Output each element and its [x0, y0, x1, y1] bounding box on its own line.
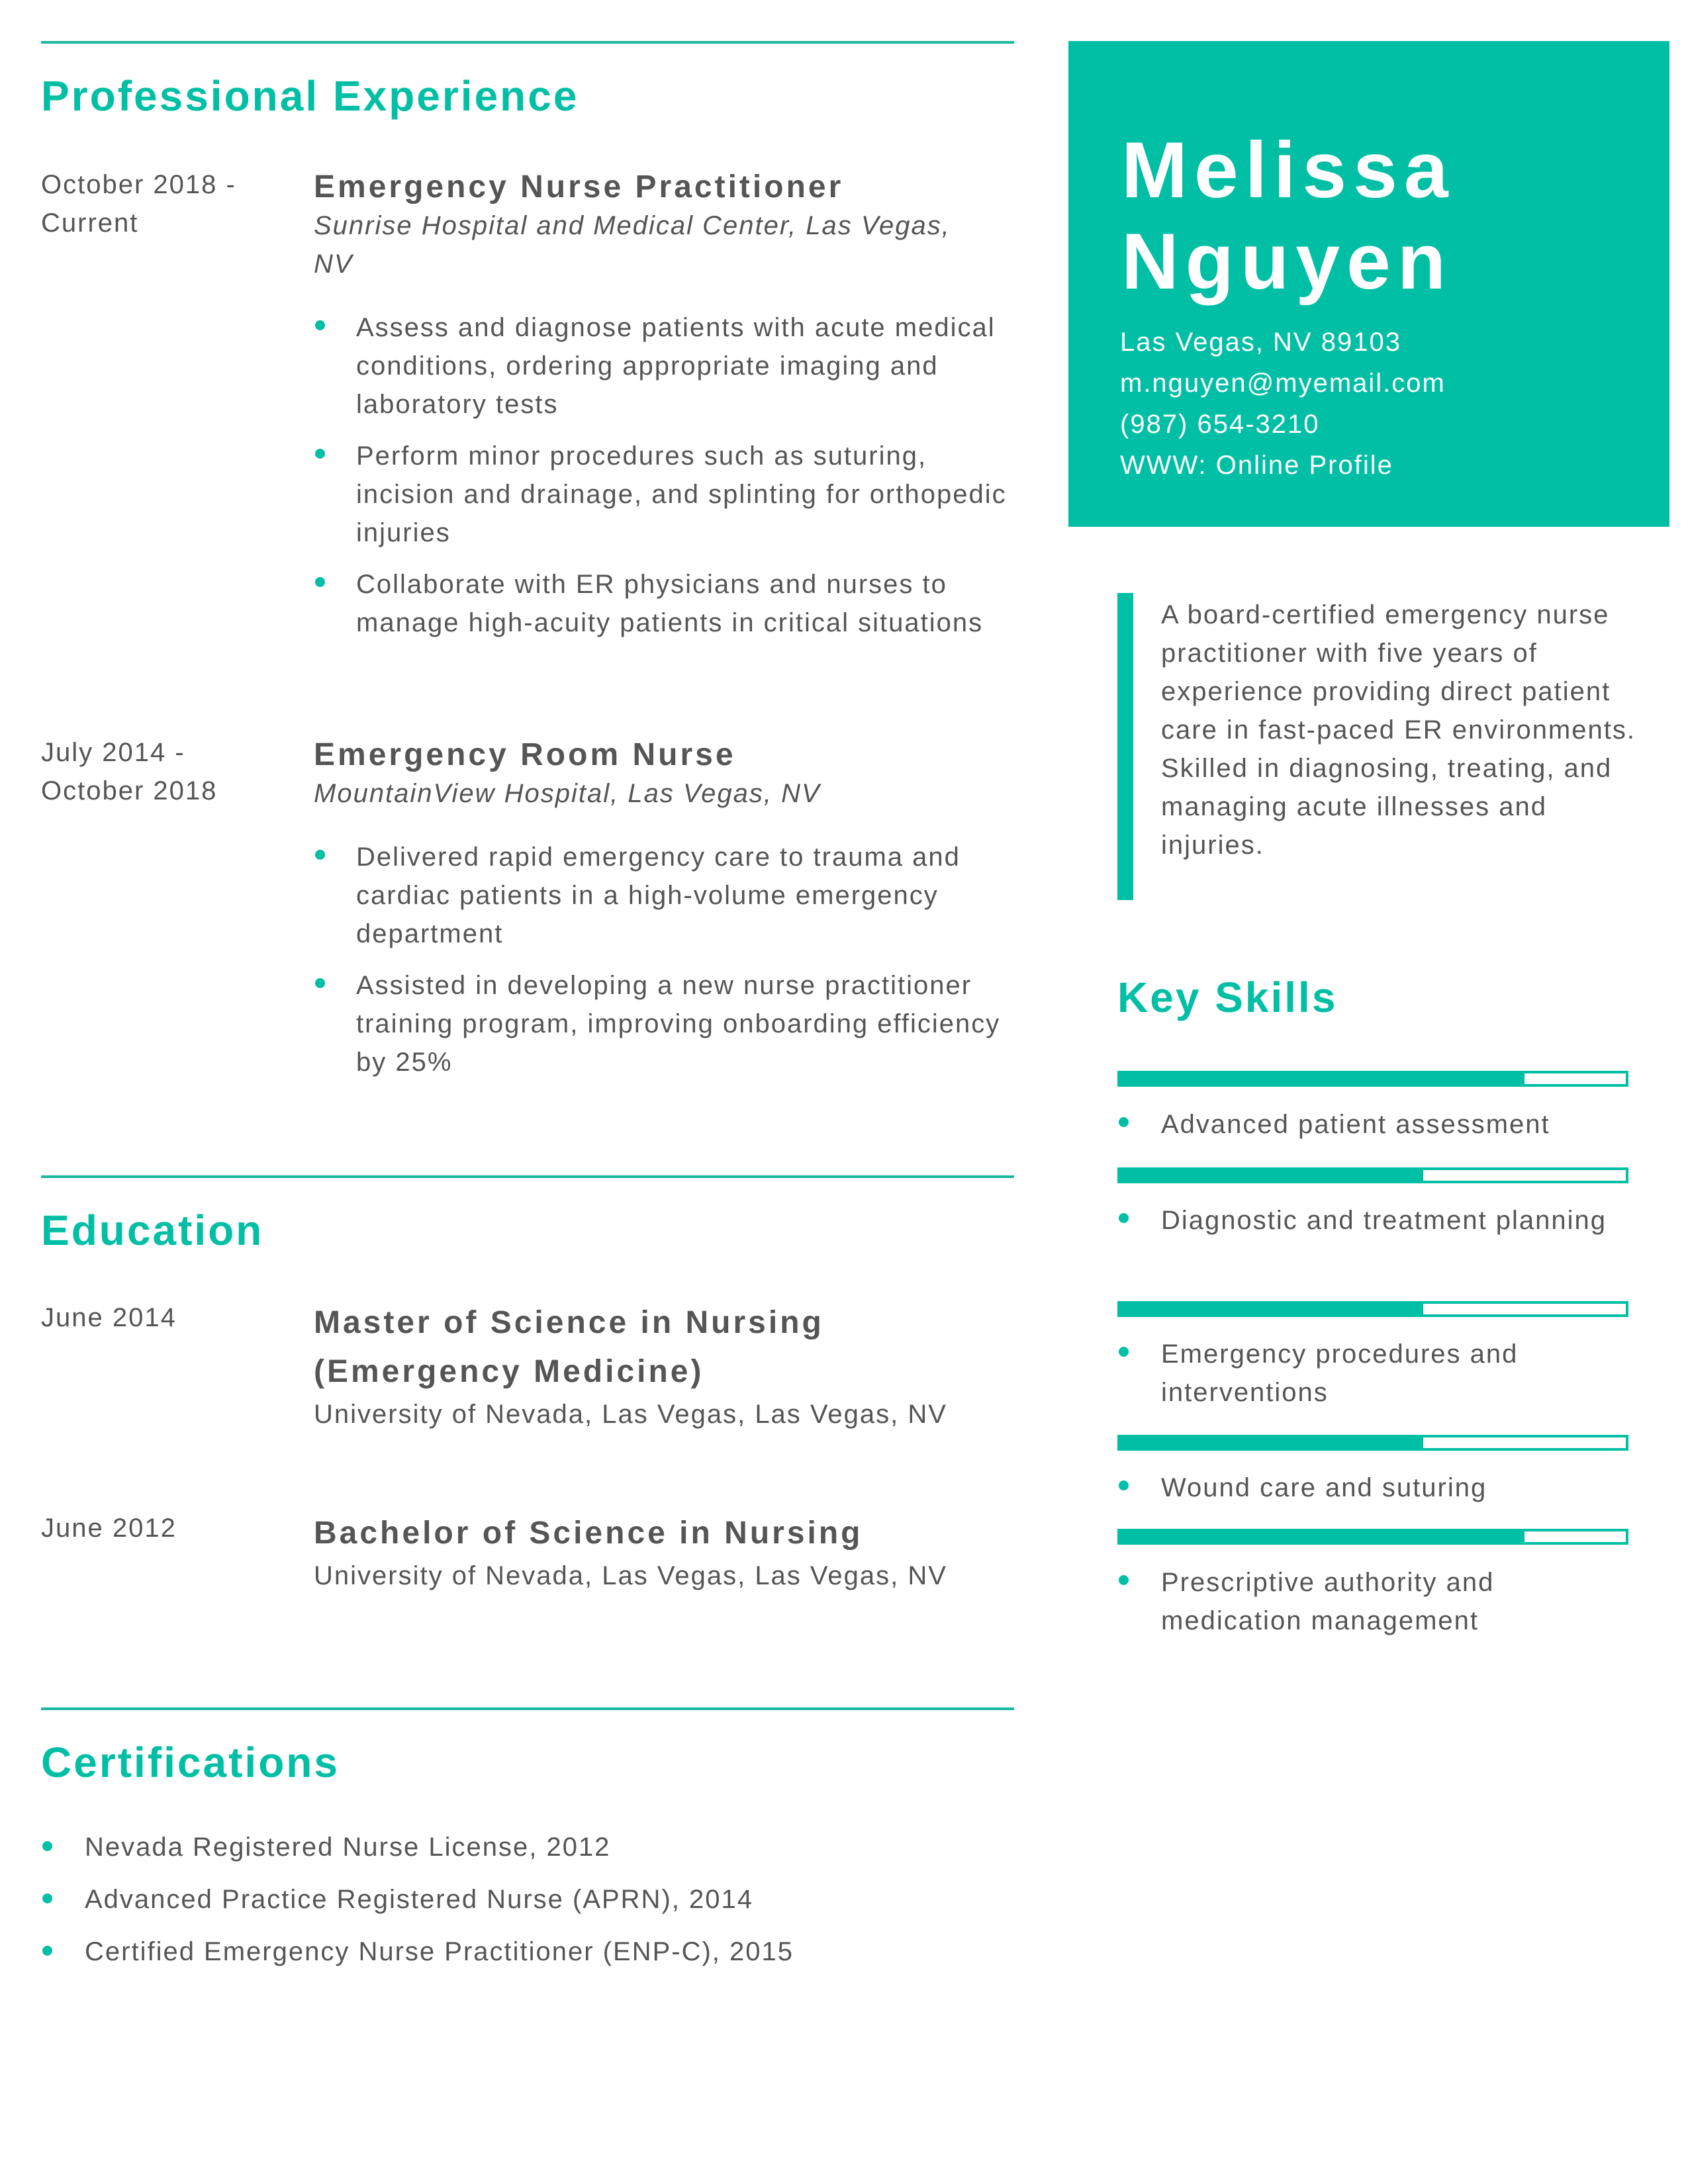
- bullet-icon: [42, 1841, 52, 1851]
- certifications-list: [41, 1828, 794, 1985]
- certifications-heading: Certifications: [41, 1739, 340, 1786]
- bullet-text: Delivered rapid emergency care to trauma and cardiac patients in a high-volume emergency department: [356, 842, 961, 948]
- list-item: [314, 838, 1018, 953]
- list-item: [41, 1828, 794, 1880]
- job-employer: Sunrise Hospital and Medical Center, Las Vegas, NV: [314, 211, 951, 279]
- bullet-icon: [1119, 1347, 1129, 1357]
- job-date: October 2018 - Current: [41, 170, 236, 238]
- skill-item: [1117, 1563, 1634, 1640]
- skill-label: Advanced patient assessment: [1161, 1110, 1550, 1139]
- bullet-text: Assisted in developing a new nurse practitioner training program, improving onboarding efficiency by 25%: [356, 971, 1001, 1077]
- job-title: Emergency Nurse Practitioner: [314, 169, 844, 205]
- education-heading: Education: [41, 1206, 264, 1254]
- contact-phone: (987) 654-3210: [1120, 410, 1320, 439]
- skill-label: Wound care and suturing: [1161, 1473, 1487, 1502]
- skill-item: [1117, 1335, 1634, 1412]
- bullet-icon: [1119, 1117, 1129, 1127]
- bullet-icon: [1119, 1480, 1129, 1490]
- list-item: [314, 565, 1018, 642]
- skill-level-bar: [1117, 1301, 1628, 1317]
- skill-label: Prescriptive authority and medication management: [1161, 1568, 1495, 1635]
- skill-level-bar: [1117, 1529, 1628, 1545]
- certification-text: Certified Emergency Nurse Practitioner (ENP-C), 2015: [85, 1937, 794, 1966]
- job-bullets: [314, 838, 1015, 1081]
- list-item: [314, 308, 1018, 424]
- bullet-icon: [1119, 1213, 1129, 1223]
- skill-level-bar: [1117, 1167, 1628, 1183]
- degree-title: Master of Science in Nursing (Emergency Medicine): [314, 1305, 824, 1389]
- school-name: University of Nevada, Las Vegas, Las Vegas, NV: [314, 1400, 947, 1429]
- last-name: Nguyen: [1121, 217, 1453, 306]
- school-name: University of Nevada, Las Vegas, Las Vegas, NV: [314, 1561, 947, 1590]
- degree-title: Bachelor of Science in Nursing: [314, 1516, 863, 1551]
- bullet-icon: [315, 320, 325, 330]
- bullet-icon: [315, 577, 325, 587]
- name-header-box: [1068, 41, 1669, 527]
- job-bullets: [314, 308, 1015, 642]
- certification-text: Advanced Practice Registered Nurse (APRN), 2014: [85, 1885, 753, 1914]
- first-name: Melissa: [1121, 126, 1455, 214]
- job-title: Emergency Room Nurse: [314, 737, 736, 772]
- job-employer: MountainView Hospital, Las Vegas, NV: [314, 779, 821, 808]
- experience-rule: [41, 41, 1014, 44]
- skill-level-fill: [1120, 1437, 1423, 1448]
- certification-text: Nevada Registered Nurse License, 2012: [85, 1833, 611, 1862]
- education-rule: [41, 1175, 1014, 1178]
- skill-level-fill: [1120, 1531, 1524, 1542]
- bullet-icon: [315, 978, 325, 988]
- candidate-name: [1121, 124, 1455, 307]
- skill-level-fill: [1120, 1304, 1423, 1314]
- contact-location: Las Vegas, NV 89103: [1120, 328, 1401, 357]
- bullet-icon: [42, 1946, 52, 1956]
- list-item: [314, 437, 1018, 552]
- bullet-text: Collaborate with ER physicians and nurses to manage high-acuity patients in critical situations: [356, 570, 984, 637]
- skills-heading: Key Skills: [1117, 974, 1338, 1021]
- skill-item: [1117, 1201, 1634, 1240]
- summary-accent-bar: [1117, 593, 1133, 900]
- contact-info: [1120, 322, 1446, 486]
- job-date: July 2014 - October 2018: [41, 738, 218, 805]
- list-item: [314, 966, 1018, 1081]
- bullet-icon: [42, 1893, 52, 1903]
- bullet-icon: [1119, 1575, 1129, 1585]
- skill-item: [1117, 1105, 1634, 1144]
- skill-level-fill: [1120, 1073, 1524, 1084]
- skill-label: Diagnostic and treatment planning: [1161, 1206, 1607, 1235]
- education-date: June 2012: [41, 1514, 177, 1543]
- skill-level-bar: [1117, 1435, 1628, 1451]
- bullet-icon: [315, 850, 325, 860]
- summary-text: A board-certified emergency nurse practitioner with five years of experience providing direct patient care in fast-paced ER environments. Skilled in diagnosing, treating, and managing acute illnesses and injuries.: [1161, 600, 1636, 860]
- experience-heading: Professional Experience: [41, 72, 579, 120]
- education-date: June 2014: [41, 1303, 177, 1332]
- skill-item: [1117, 1469, 1634, 1507]
- contact-email[interactable]: m.nguyen@myemail.com: [1120, 369, 1446, 398]
- bullet-text: Assess and diagnose patients with acute medical conditions, ordering appropriate imaging and laboratory tests: [356, 313, 996, 419]
- contact-website[interactable]: WWW: Online Profile: [1120, 451, 1393, 480]
- skill-level-fill: [1120, 1170, 1423, 1181]
- bullet-text: Perform minor procedures such as suturing, incision and drainage, and splinting for orthopedic injuries: [356, 441, 1007, 547]
- list-item: [41, 1880, 794, 1933]
- skill-level-bar: [1117, 1071, 1628, 1087]
- certifications-rule: [41, 1707, 1014, 1710]
- bullet-icon: [315, 449, 325, 459]
- list-item: [41, 1933, 794, 1985]
- skill-label: Emergency procedures and interventions: [1161, 1340, 1519, 1407]
